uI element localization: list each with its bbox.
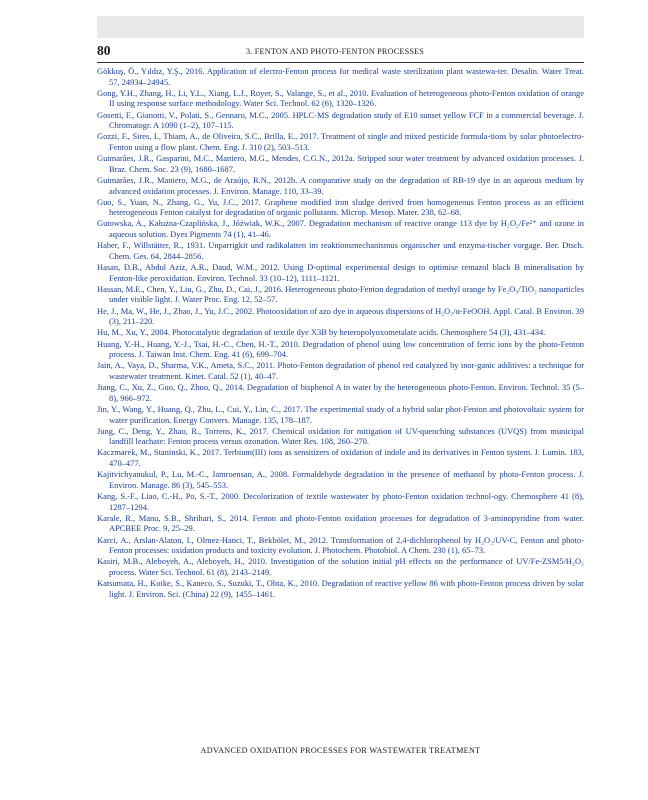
- reference-citation: Formaldehyde degradation in the presence of methanol by photo-Fenton process. J. Environ. Manage. 86 (3), 545–553.: [109, 469, 584, 490]
- reference-entry: [97, 153, 584, 174]
- reference-link[interactable]: Guimarães, J.R., Maniero, M.G., de Araújo, R.N., 2012b.: [97, 174, 298, 185]
- reference-link[interactable]: Jain, A., Vaya, D., Sharma, V.K., Ameta, S.C., 2011.: [97, 360, 276, 371]
- reference-citation: Stripped sour water treatment by advanced oxidation processes. J. Braz. Chem. Soc. 23 (9), 1680–1687.: [109, 153, 585, 174]
- reference-citation: Terbium(III) ions as sensitizers of oxidation of indole and its derivatives in Fenton system. J. Lumin. 183, 470–477.: [109, 447, 584, 469]
- reference-entry: [97, 110, 584, 131]
- reference-citation: Degradation of phenol using low concentration of ferric ions by the photo-Fenton process. J. Taiwan Inst. Chem. Eng. 41 (6), 699–704.: [109, 338, 585, 360]
- footer-book-title: ADVANCED OXIDATION PROCESSES FOR WASTEWATER TREATMENT: [200, 746, 481, 755]
- reference-link[interactable]: Kang, S.-F., Liao, C.-H., Po, S.-T., 2000.: [97, 491, 241, 502]
- reference-citation: Using D-optimal experimental design to optimise remazol black B mineralisation by Fenton-like peroxidation. Environ. Technol. 33 (10–12), 1111–1121.: [109, 262, 584, 283]
- reference-citation: Unparrigkit und radikalatten im reaktionsmechanismus organischer und enzyma-tischer vorgage. Ber. Dtsch. Chem. Ges. 64, 2844–2856.: [109, 240, 584, 261]
- reference-entry: [97, 513, 584, 534]
- reference-link[interactable]: Gong, Y.H., Zhang, H., Li, Y.L., Xiang, L.J., Royer, S., Valange, S., et al., 2010.: [97, 87, 369, 98]
- reference-entry: [97, 404, 584, 425]
- reference-entry: [97, 306, 584, 327]
- reference-entry: [97, 556, 584, 577]
- reference-entry: [97, 66, 584, 87]
- reference-entry: [97, 382, 584, 403]
- reference-entry: [97, 218, 584, 239]
- reference-link[interactable]: Gutowska, A., Kałużna-Czaplińska, J., Jóźwiak, W.K., 2007.: [97, 218, 307, 229]
- page-number: 80: [97, 43, 111, 58]
- reference-citation: Heterogeneous photo-Fenton degradation of methyl orange by Fe₂O₃/TiO₂ nanoparticles under visible light. J. Water Proc. Eng. 12, 52–57.: [109, 283, 584, 305]
- reference-link[interactable]: Kasiri, M.B., Aleboyeh, A., Aleboyeh, H., 2010.: [97, 556, 268, 567]
- reference-entry: [97, 578, 584, 599]
- reference-entry: [97, 131, 584, 152]
- reference-citation: Degradation of reactive yellow 86 with photo-Fenton process driven by solar light. J. Environ. Sci. (China) 22 (9), 1455–1461.: [109, 578, 584, 599]
- reference-citation: Investigation of the solution initial pH effects on the performance of UV/Fe-ZSM5/H₂O₂ process. Water Sci. Technol. 61 (8), 2143–2149.: [109, 556, 584, 577]
- reference-link[interactable]: Huang, Y.-H., Huang, Y.-J., Tsai, H.-C., Chen, H.-T., 2010.: [97, 338, 300, 349]
- reference-link[interactable]: Gozzi, F., Sires, I., Thiam, A., de Oliveira, S.C., Brilla, E., 2017.: [97, 131, 319, 142]
- reference-citation: HPLC-MS degradation study of E10 sunset yellow FCF in a commercial beverage. J. Chromatogr. A 1090 (1–2), 107–115.: [109, 109, 584, 131]
- reference-link[interactable]: He, J., Ma, W., He, J., Zhao, J., Yu, J.C., 2002.: [97, 305, 255, 316]
- reference-link[interactable]: Jin, Y., Wang, Y., Huang, Q., Zhu, L., Cui, Y., Lin, C., 2017.: [97, 403, 303, 414]
- reference-entry: [97, 491, 584, 512]
- reference-entry: [97, 88, 584, 109]
- reference-citation: Degradation of bisphenol A in water by the heterogeneous photo-Fenton. Environ. Technol. 35 (5–8), 966–972.: [109, 382, 584, 403]
- reference-citation: Treatment of single and mixed pesticide formula-tions by solar photoelectro-Fenton using a flow plant. Chem. Eng. J. 310 (2), 503–513.: [109, 131, 584, 152]
- reference-citation: Chemical oxidation for mitigation of UV-quenching substances (UVQS) from municipal landfill leachate: Fenton process versus ozonation. Water Res. 108, 260–270.: [109, 425, 584, 447]
- reference-entry: [97, 327, 584, 338]
- reference-entry: [97, 240, 584, 261]
- reference-entry: [97, 360, 584, 381]
- header-divider: [97, 62, 584, 63]
- reference-link[interactable]: Jung, C., Deng, Y., Zhao, R., Torrens, K., 2017.: [97, 425, 269, 436]
- reference-link[interactable]: Haber, F., Willstätter, R., 1931.: [97, 240, 206, 251]
- reference-citation: Decolorization of textile wastewater by photo-Fenton oxidation technol-ogy. Chemosphere 41 (8), 1287–1294.: [109, 491, 584, 512]
- reference-link[interactable]: Kajitvichyanukul, P., Lu, M.-C., Jamroensan, A., 2008.: [97, 469, 290, 480]
- reference-link[interactable]: Guo, S., Yuan, N., Zhang, G., Yu, J.C., 2017.: [97, 196, 261, 207]
- reference-link[interactable]: Hu, M., Xu, Y., 2004.: [97, 327, 170, 338]
- reference-link[interactable]: Jiang, C., Xu, Z., Guo, Q., Zhuo, Q., 2014.: [97, 382, 245, 393]
- reference-link[interactable]: Karci, A., Arslan-Alaton, I., Olmez-Hanci, T., Bekbölet, M., 2012.: [97, 534, 329, 545]
- reference-entry: [97, 339, 584, 360]
- header-bar: [97, 16, 584, 38]
- reference-citation: Transformation of 2,4-dichlorophenol by H₂O₂/UV-C, Fenton and photo-Fenton processes: oxidation products and toxicity evolution. J. Photochem. Photobiol. A Chem. 230 (1), 65–73.: [109, 534, 584, 556]
- reference-entry: [97, 197, 584, 218]
- reference-entry: [97, 262, 584, 283]
- reference-link[interactable]: Guimarães, J.R., Gasparini, M.C., Maniero, M.G., Mendes, C.G.N., 2012a.: [97, 153, 355, 164]
- reference-link[interactable]: Hassan, M.E., Chen, Y., Liu, G., Zhu, D., Cai, J., 2016.: [97, 283, 284, 294]
- reference-citation: Photocatalytic degradation of textile dye X3B by heteropolyoxometalate acids. Chemosphere 54 (3), 431–434.: [169, 327, 546, 338]
- reference-citation: The experimental study of a hybrid solar phot-Fenton and photovoltaic system for water purification. Energy Convers. Manage. 135, 178–187.: [109, 403, 584, 425]
- reference-link[interactable]: Gosetti, F., Gianotti, V., Polati, S., Gennaro, M.C., 2005.: [97, 109, 291, 120]
- reference-citation: Evaluation of heterogeneous photo-Fenton oxidation of orange II using response surface methodology. Water Sci. Technol. 62 (6), 1320–1326.: [109, 87, 584, 109]
- reference-link[interactable]: Gökkuş, Ö., Yıldız, Y.Ş., 2016.: [97, 66, 205, 76]
- reference-entry: [97, 469, 584, 490]
- running-head: 3. FENTON AND PHOTO-FENTON PROCESSES: [246, 47, 425, 56]
- reference-entry: [97, 175, 584, 196]
- reference-list: [97, 66, 584, 600]
- reference-entry: [97, 284, 584, 305]
- reference-citation: Degradation mechanism of reactive orange 113 dye by H₂O₂/Fe²⁺ and ozone in aqueous solution. Dyes Pigments 74 (1), 41–46.: [109, 218, 584, 240]
- reference-link[interactable]: Hasan, D.B., Abdul Aziz, A.R., Daud, W.M., 2012.: [97, 262, 280, 273]
- reference-citation: Graphene modified iron sludge derived from homogeneous Fenton process as an efficient heterogeneous Fenton catalyst for degradation of organic pollutants. Microp. Mesop. Mater. 238, 62–68.: [109, 196, 584, 218]
- reference-entry: [97, 535, 584, 556]
- reference-link[interactable]: Kaczmarek, M., Staninski, K., 2017.: [97, 447, 222, 458]
- reference-entry: [97, 447, 584, 468]
- reference-link[interactable]: Karale, R., Manu, S.B., Shrihari, S., 2014.: [97, 512, 249, 523]
- reference-citation: Photooxidation of azo dye in aqueous dispersions of H₂O₂/α-FeOOH. Appl. Catal. B Environ. 39 (3), 211–220.: [109, 305, 584, 327]
- reference-citation: Fenton and photo-Fenton oxidation processes for degradation of 3-aminopyridine from water. APCBEE Proc. 9, 25–29.: [109, 512, 584, 534]
- reference-citation: Application of electro-Fenton process for medical waste sterilization plant wastewa-ter. Desalin. Water Treat. 57, 24934–24945.: [109, 66, 584, 87]
- reference-entry: [97, 426, 584, 447]
- reference-link[interactable]: Katsumata, H., Koike, S., Kaneco, S., Suzuki, T., Ohta, K., 2010.: [97, 578, 320, 589]
- reference-citation: A comparative study on the degradation of RB-19 dye in an aqueous medium by advanced oxidation processes. J. Environ. Manage. 110, 33–39.: [109, 174, 584, 196]
- reference-citation: Photo-Fenton degradation of phenol red catalyzed by inor-ganic additives: a technique for wastewater treatment. Kinet. Catal. 52 (1), 40–47.: [109, 360, 584, 381]
